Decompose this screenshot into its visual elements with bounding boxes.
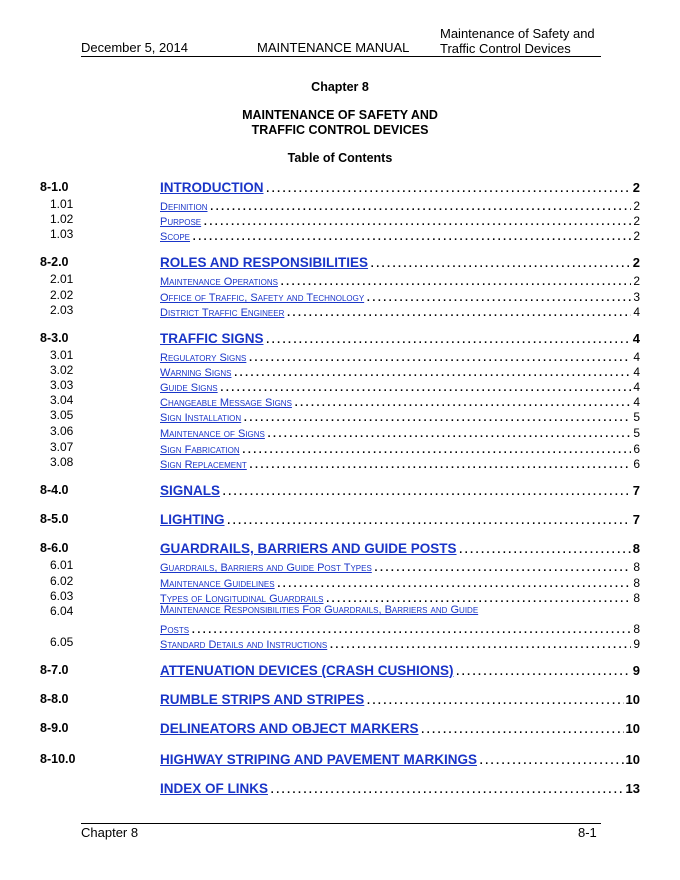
toc-link[interactable]: Guardrails, Barriers and Guide Post Types: [160, 562, 372, 574]
toc-link[interactable]: District Traffic Engineer: [160, 307, 285, 319]
toc-link[interactable]: Standard Details and Instructions: [160, 639, 328, 651]
toc-page-number: 2: [633, 214, 640, 228]
toc-section-number: 6.03: [50, 589, 74, 603]
toc-entry: [160, 179, 640, 197]
toc-row: [0, 512, 680, 528]
toc-link[interactable]: Regulatory Signs: [160, 352, 247, 364]
toc-page-number: 9: [632, 663, 640, 678]
toc-row: [0, 573, 680, 589]
toc-entry: [160, 455, 640, 473]
toc-link[interactable]: Scope: [160, 231, 191, 243]
toc-link[interactable]: Sign Installation: [160, 412, 242, 424]
toc-page-number: 6: [633, 442, 640, 456]
toc-section-number: 2.02: [50, 288, 74, 302]
toc-link[interactable]: HIGHWAY STRIPING AND PAVEMENT MARKINGS: [160, 752, 478, 767]
toc-dot-leader: [266, 179, 631, 197]
toc-page-number: 4: [633, 305, 640, 319]
toc-section-number: 8-2.0: [40, 255, 69, 269]
toc-dot-leader: [286, 303, 631, 321]
toc-link[interactable]: Sign Replacement: [160, 459, 247, 471]
toc-dot-leader: [270, 780, 624, 798]
toc-link[interactable]: Maintenance of Signs: [160, 428, 265, 440]
toc-entry: [160, 254, 640, 272]
toc-link[interactable]: Guide Signs: [160, 382, 218, 394]
toc-section-number: 8-9.0: [40, 721, 69, 735]
toc-page-number: 4: [633, 365, 640, 379]
toc-section-number: 2.01: [50, 272, 74, 286]
toc-page-number: 9: [633, 637, 640, 651]
toc-page-number: 6: [633, 457, 640, 471]
toc-page-number: 10: [625, 752, 640, 767]
toc-page-number: 4: [633, 350, 640, 364]
toc-link[interactable]: ATTENUATION DEVICES (CRASH CUSHIONS): [160, 663, 454, 678]
toc-section-number: 8-4.0: [40, 483, 69, 497]
toc-entry: [160, 691, 640, 709]
toc-row: [0, 588, 680, 604]
toc-page-number: 4: [633, 395, 640, 409]
toc-page-number: 13: [625, 781, 640, 796]
toc-row: [0, 180, 680, 196]
toc-entry: [160, 780, 640, 798]
toc-entry: [160, 227, 640, 245]
toc-row: [0, 196, 680, 212]
toc-section-number: 8-10.0: [40, 752, 76, 766]
toc-row: [0, 302, 680, 318]
toc-section-number: 3.06: [50, 424, 74, 438]
chapter-title-line2: TRAFFIC CONTROL DEVICES: [251, 123, 429, 137]
toc-section-number: 8-3.0: [40, 331, 69, 345]
header-section-line2: Traffic Control Devices: [440, 41, 571, 56]
toc-page-number: 10: [625, 721, 640, 736]
toc-row: [0, 752, 680, 768]
toc-link[interactable]: Office of Traffic, Safety and Technology: [160, 292, 365, 304]
toc-section-number: 6.01: [50, 558, 74, 572]
toc-page-number: 3: [633, 290, 640, 304]
toc-page-number: 8: [633, 560, 640, 574]
toc-row: [0, 423, 680, 439]
toc-row: [0, 211, 680, 227]
toc-page-number: 4: [632, 331, 640, 346]
toc-section-number: 6.05: [50, 635, 74, 649]
toc-row: [0, 287, 680, 303]
toc-row: [0, 454, 680, 470]
toc-section-number: 3.03: [50, 378, 74, 392]
toc-page-number: 2: [633, 274, 640, 288]
toc-page-number: 10: [625, 692, 640, 707]
footer-chapter: Chapter 8: [81, 825, 139, 840]
toc-section-number: 3.02: [50, 363, 74, 377]
toc-section-number: 8-8.0: [40, 692, 69, 706]
toc-row: [0, 781, 680, 797]
toc-row: [0, 255, 680, 271]
toc-entry: [160, 540, 640, 558]
toc-row: [0, 392, 680, 408]
chapter-label: Chapter 8: [311, 80, 369, 94]
toc-section-number: 3.07: [50, 440, 74, 454]
header-rule: [81, 56, 601, 57]
toc-section-number: 8-7.0: [40, 663, 69, 677]
toc-section-number: 6.04: [50, 604, 74, 618]
toc-page-number: 2: [633, 229, 640, 243]
toc-entry: [160, 303, 640, 321]
toc-section-number: 3.05: [50, 408, 74, 422]
toc-row: [0, 721, 680, 737]
toc-row: [0, 362, 680, 378]
toc-dot-leader: [192, 227, 631, 245]
toc-page-number: 7: [632, 483, 640, 498]
toc-link[interactable]: TRAFFIC SIGNS: [160, 331, 264, 346]
toc-row: [0, 619, 680, 635]
toc-dot-leader: [249, 455, 632, 473]
toc-entry: [160, 604, 640, 616]
footer-rule: [81, 823, 601, 824]
toc-page-number: 5: [633, 426, 640, 440]
toc-page-number: 2: [633, 199, 640, 213]
toc-section-number: 2.03: [50, 303, 74, 317]
toc-page-number: 2: [632, 255, 640, 270]
toc-entry: [160, 511, 640, 529]
toc-page-number: 8: [633, 576, 640, 590]
toc-link[interactable]: GUARDRAILS, BARRIERS AND GUIDE POSTS: [160, 541, 457, 556]
toc-row: [0, 692, 680, 708]
toc-dot-leader: [479, 751, 624, 769]
toc-page-number: 8: [633, 622, 640, 636]
toc-link[interactable]: Posts: [160, 624, 190, 636]
toc-dot-leader: [329, 635, 631, 653]
toc-link[interactable]: Purpose: [160, 216, 202, 228]
toc-link[interactable]: LIGHTING: [160, 512, 225, 527]
toc-link[interactable]: DELINEATORS AND OBJECT MARKERS: [160, 721, 419, 736]
toc-row: [0, 439, 680, 455]
toc-page-number: 7: [632, 512, 640, 527]
toc-row: [0, 377, 680, 393]
toc-link[interactable]: INDEX OF LINKS: [160, 781, 269, 796]
toc-dot-leader: [370, 254, 631, 272]
toc-row: [0, 603, 680, 619]
toc-row: [0, 407, 680, 423]
header-manual-title: MAINTENANCE MANUAL: [257, 40, 410, 55]
toc-entry: [160, 635, 640, 653]
toc-row: [0, 483, 680, 499]
toc-section-number: 1.01: [50, 197, 74, 211]
toc-row: [0, 226, 680, 242]
toc-section-number: 1.03: [50, 227, 74, 241]
chapter-title-line1: MAINTENANCE OF SAFETY AND: [242, 108, 438, 122]
toc-dot-leader: [222, 482, 631, 500]
toc-link[interactable]: RUMBLE STRIPS AND STRIPES: [160, 692, 365, 707]
toc-dot-leader: [421, 720, 624, 738]
toc-link[interactable]: ROLES AND RESPONSIBILITIES: [160, 255, 369, 270]
toc-dot-leader: [456, 662, 631, 680]
toc-section-number: 3.04: [50, 393, 74, 407]
toc-dot-leader: [459, 540, 631, 558]
toc-row: [0, 663, 680, 679]
toc-heading: Table of Contents: [287, 151, 393, 165]
toc-link[interactable]: Types of Longitudinal Guardrails: [160, 593, 324, 605]
toc-link[interactable]: Maintenance Operations: [160, 276, 278, 288]
toc-section-number: 3.08: [50, 455, 74, 469]
toc-link[interactable]: Sign Fabrication: [160, 444, 240, 456]
footer-page-number: 8-1: [578, 825, 597, 840]
header-date: December 5, 2014: [81, 40, 188, 55]
toc-section-number: 6.02: [50, 574, 74, 588]
toc-dot-leader: [366, 691, 623, 709]
toc-entry: [160, 720, 640, 738]
toc-link[interactable]: Definition: [160, 201, 208, 213]
toc-link[interactable]: Changeable Message Signs: [160, 397, 292, 409]
toc-page-number: 4: [633, 380, 640, 394]
toc-row: [0, 347, 680, 363]
toc-dot-leader: [227, 511, 631, 529]
toc-entry: [160, 482, 640, 500]
toc-row: [0, 331, 680, 347]
toc-page-number: 2: [632, 180, 640, 195]
toc-link[interactable]: SIGNALS: [160, 483, 221, 498]
toc-page-number: 8: [632, 541, 640, 556]
toc-section-number: 1.02: [50, 212, 74, 226]
toc-row: [0, 541, 680, 557]
toc-page-number: 5: [633, 410, 640, 424]
toc-link[interactable]: INTRODUCTION: [160, 180, 264, 195]
toc-link[interactable]: Maintenance Guidelines: [160, 578, 275, 590]
header-section-line1: Maintenance of Safety and: [440, 26, 595, 41]
toc-entry: [160, 330, 640, 348]
toc-row: [0, 634, 680, 650]
toc-entry: [160, 751, 640, 769]
toc-link[interactable]: Maintenance Responsibilities For Guardrails, Barriers and Guide: [160, 604, 479, 616]
toc-entry: [160, 662, 640, 680]
toc-row: [0, 557, 680, 573]
toc-section-number: 3.01: [50, 348, 74, 362]
toc-section-number: 8-5.0: [40, 512, 69, 526]
toc-link[interactable]: Warning Signs: [160, 367, 232, 379]
toc-row: [0, 271, 680, 287]
toc-dot-leader: [266, 330, 631, 348]
toc-section-number: 8-6.0: [40, 541, 69, 555]
toc-page-number: 8: [633, 591, 640, 605]
toc-section-number: 8-1.0: [40, 180, 69, 194]
